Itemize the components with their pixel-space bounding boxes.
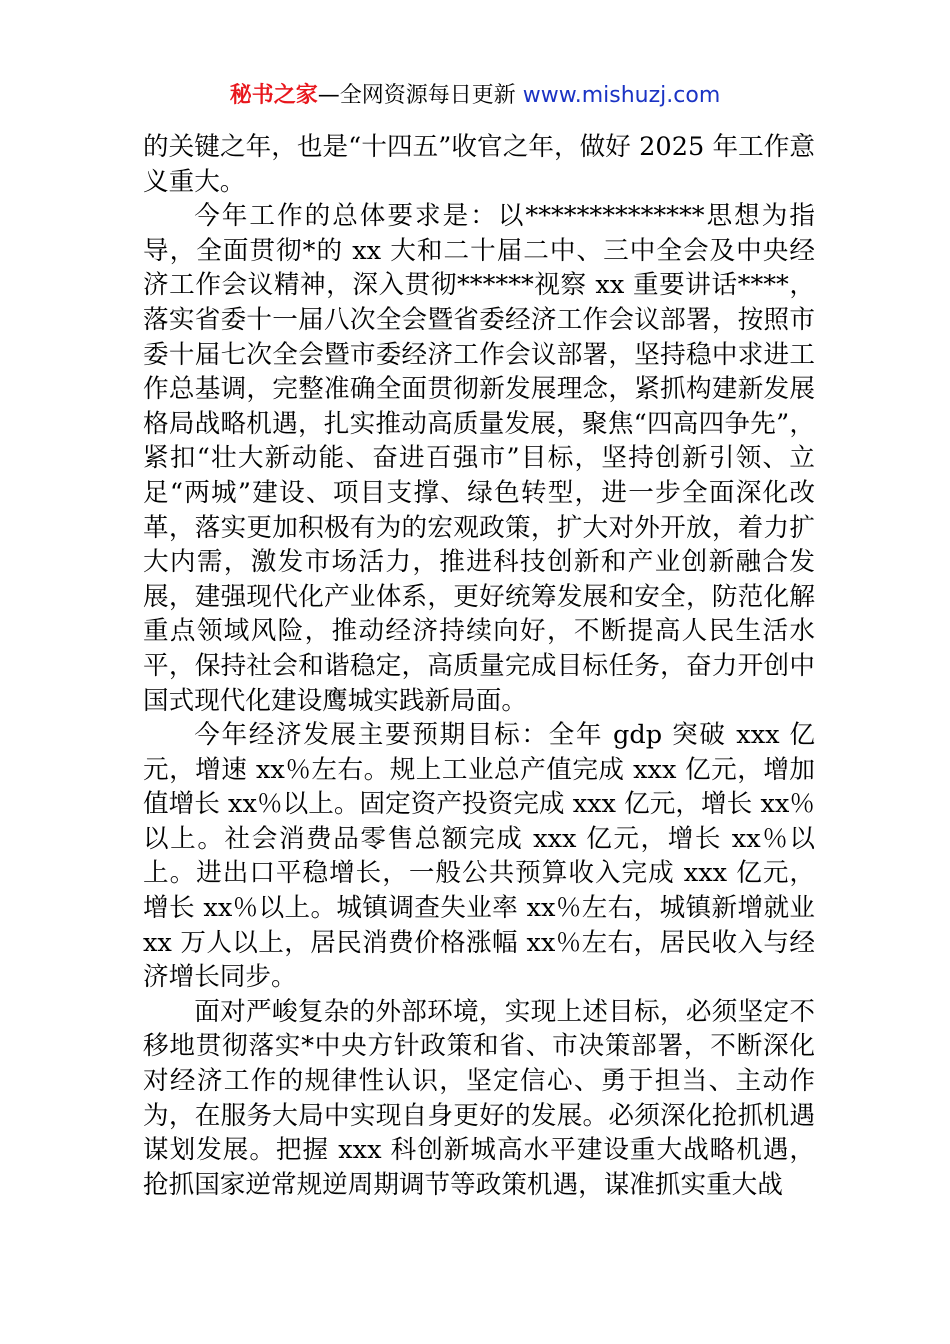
site-header bbox=[0, 80, 950, 112]
paragraph-continuation: 的关键之年，也是“十四五”收官之年，做好 2025 年工作意义重大。 bbox=[143, 132, 815, 197]
site-tagline: —全网资源每日更新 bbox=[317, 83, 523, 108]
paragraph-external-environment: 面对严峻复杂的外部环境，实现上述目标，必须坚定不移地贯彻落实*中央方针政策和省、市决策部署，不断深化对经济工作的规律性认识，坚定信心、勇于担当、主动作为，在服务大局中实现自身更好的发展。必须深化抢抓机遇谋划发展。把握 xxx 科创新城高水平建设重大战略机遇，抢抓国家逆常规逆周期调节等政策机遇，谋准抓实重大战 bbox=[143, 996, 815, 1200]
site-url-link[interactable]: www.mishuzj.com bbox=[522, 83, 721, 108]
site-brand: 秘书之家 bbox=[229, 83, 318, 108]
paragraph-general-requirements: 今年工作的总体要求是：以**************思想为指导，全面贯彻*的 xx 大和二十届二中、三中全会及中央经济工作会议精神，深入贯彻******视察 xx 重要讲话****，落实省委十一届八次全会暨省委经济工作会议部署，按照市委十届七次全会暨市委经济工作会议部署，坚持稳中求进工作总基调，完整准确全面贯彻新发展理念，紧抓构建新发展格局战略机遇，扎实推动高质量发展，聚焦“四高四争先”，紧扣“壮大新动能、奋进百强市”目标，坚持创新引领、立足“两城”建设、项目支撑、绿色转型，进一步全面深化改革，落实更加积极有为的宏观政策，扩大对外开放，着力扩大内需，激发市场活力，推进科技创新和产业创新融合发展，建强现代化产业体系，更好统筹发展和安全，防范化解重点领域风险，推动经济持续向好，不断提高人民生活水平，保持社会和谐稳定，高质量完成目标任务，奋力开创中国式现代化建设鹰城实践新局面。 bbox=[143, 201, 815, 716]
document-body bbox=[143, 130, 815, 1202]
paragraph-economic-targets: 今年经济发展主要预期目标：全年 gdp 突破 xxx 亿元，增速 xx％左右。规上工业总产值完成 xxx 亿元，增加值增长 xx％以上。固定资产投资完成 xxx 亿元，增长 xx％以上。社会消费品零售总额完成 xxx 亿元，增长 xx％以上。进出口平稳增长，一般公共预算收入完成 xxx 亿元，增长 xx％以上。城镇调查失业率 xx％左右，城镇新增就业 xx 万人以上，居民消费价格涨幅 xx％左右，居民收入与经济增长同步。 bbox=[143, 720, 815, 993]
